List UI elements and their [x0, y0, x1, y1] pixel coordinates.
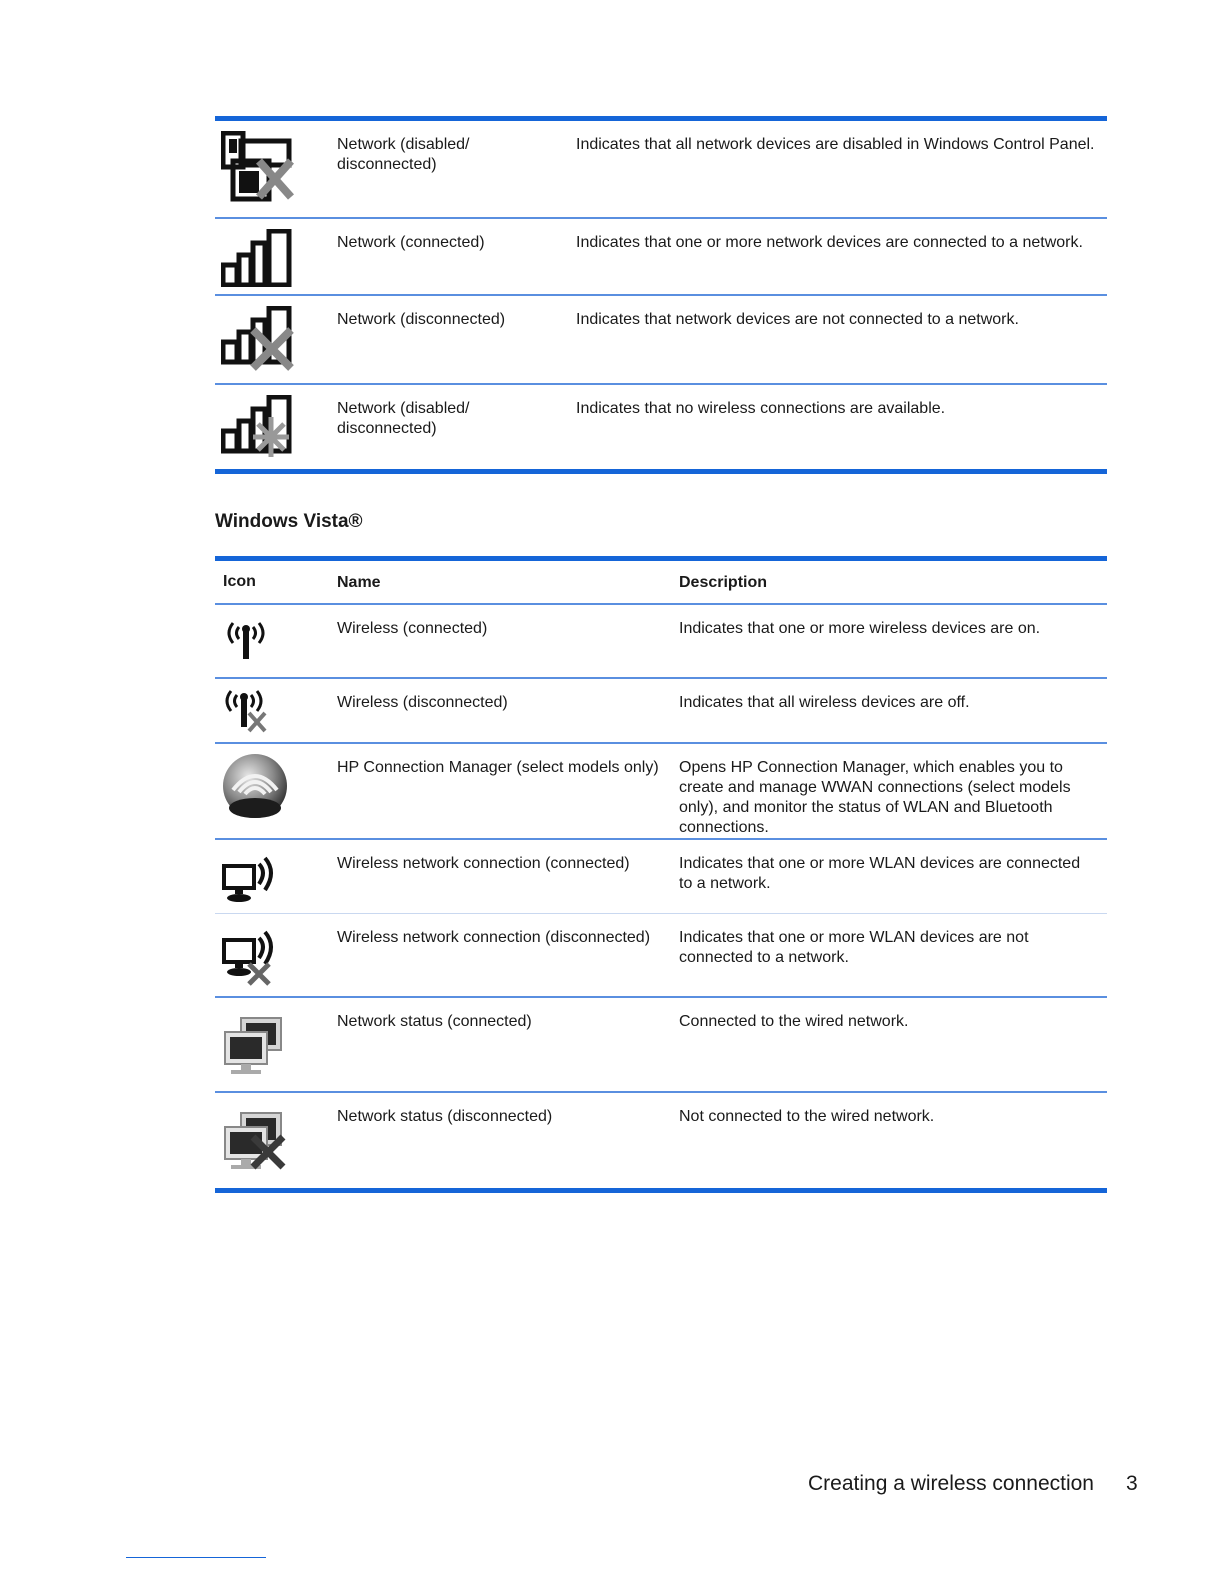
hp-connection-manager-icon — [215, 744, 337, 838]
table-row — [215, 914, 1107, 998]
table-row — [215, 219, 1107, 296]
row-description: Indicates that one or more network devices are connected to a network. — [576, 234, 1083, 251]
row-name: Wireless network connection (connected) — [337, 855, 630, 872]
row-name: Network (connected) — [337, 234, 485, 251]
row-description: Indicates that no wireless connections are available. — [576, 400, 946, 417]
table-header-row — [215, 561, 1107, 605]
row-description: Connected to the wired network. — [679, 1013, 909, 1030]
network-unavailable-bars-icon — [215, 385, 337, 469]
row-description: Indicates that all network devices are disabled in Windows Control Panel. — [576, 136, 1095, 153]
row-name: Wireless (disconnected) — [337, 694, 508, 711]
row-description: Indicates that one or more WLAN devices are connected to a network. — [679, 855, 1081, 892]
wired-network-disconnected-icon — [215, 1093, 337, 1188]
row-name: Network (disabled/ disconnected) — [337, 400, 470, 437]
footer-title: Creating a wireless connection — [808, 1472, 1094, 1495]
page-number: 3 — [1125, 1472, 1138, 1495]
table-row — [215, 840, 1107, 914]
table-row — [215, 1093, 1107, 1188]
table-row — [215, 744, 1107, 840]
table-row — [215, 121, 1107, 219]
wlan-connected-icon — [215, 840, 337, 913]
row-name: Network status (connected) — [337, 1013, 532, 1030]
table-row — [215, 605, 1107, 679]
row-name: Network (disconnected) — [337, 311, 506, 328]
row-name: Wireless network connection (disconnected) — [337, 929, 651, 946]
wireless-antenna-off-icon — [215, 679, 337, 742]
row-description: Indicates that all wireless devices are off. — [679, 694, 970, 711]
section-title: Windows Vista® — [215, 511, 363, 532]
column-header-name: Name — [337, 574, 381, 591]
table-row — [215, 998, 1107, 1093]
column-header-icon: Icon — [223, 573, 256, 590]
column-header-description: Description — [679, 574, 768, 591]
row-description: Not connected to the wired network. — [679, 1108, 935, 1125]
table-row — [215, 385, 1107, 469]
network-connected-bars-icon — [215, 219, 337, 294]
wlan-disconnected-icon — [215, 914, 337, 996]
row-description: Indicates that one or more WLAN devices are not connected to a network. — [679, 929, 1029, 966]
row-description: Indicates that network devices are not connected to a network. — [576, 311, 1019, 328]
wired-network-connected-icon — [215, 998, 337, 1091]
network-disabled-icon — [215, 121, 337, 217]
row-name: Network status (disconnected) — [337, 1108, 553, 1125]
vista-icons-table — [215, 556, 1107, 1193]
table-row — [215, 296, 1107, 385]
row-description: Opens HP Connection Manager, which enables you to create and manage WWAN connections (select models only), and monitor the status of WLAN and Bluetooth connections. — [679, 759, 1071, 836]
footer-rule — [126, 1557, 266, 1558]
row-name: Network (disabled/ disconnected) — [337, 136, 470, 173]
network-disconnected-bars-icon — [215, 296, 337, 383]
row-name: HP Connection Manager (select models only) — [337, 759, 659, 776]
page-footer — [808, 1472, 1138, 1496]
row-description: Indicates that one or more wireless devices are on. — [679, 620, 1041, 637]
wireless-antenna-icon — [215, 605, 337, 677]
row-name: Wireless (connected) — [337, 620, 488, 637]
table-row — [215, 679, 1107, 744]
network-icons-table — [215, 116, 1107, 474]
